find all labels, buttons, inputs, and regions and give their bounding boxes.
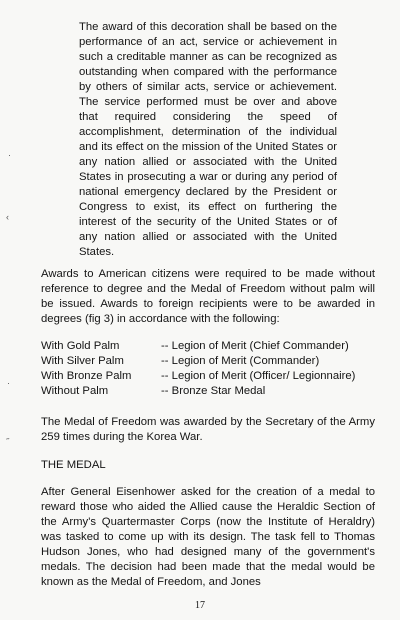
palm-award: -- Legion of Merit (Commander) — [161, 355, 320, 367]
margin-mark: · — [8, 150, 11, 160]
margin-mark: ‹ — [6, 212, 9, 222]
margin-mark: · — [7, 378, 10, 388]
list-item — [41, 384, 375, 399]
palm-award: -- Bronze Star Medal — [161, 385, 266, 397]
palm-grade-list — [41, 339, 375, 399]
paragraph-korea: The Medal of Freedom was awarded by the Secretary of the Army 259 times during the Korea War. — [41, 416, 375, 443]
palm-grade: With Bronze Palm — [41, 370, 132, 382]
palm-award: -- Legion of Merit (Chief Commander) — [161, 340, 349, 352]
palm-award: -- Legion of Merit (Officer/ Legionnaire) — [161, 370, 356, 382]
list-item — [41, 339, 375, 354]
list-item — [41, 369, 375, 384]
block-quote: The award of this decoration shall be based on the performance of an act, service or achievement in such a creditable manner as can be recognized as outstanding when compared with the performance by others of similar acts, service or achievement. The service performed must be over and above that required considering the speed of accomplishment, determination of the individual and its effect on the mission of the United States or any nation allied or associated with the United States in prosecuting a war or during any period of national emergency declared by the President or Congress to exist, its effect on furthering the interest of the security of the United States or of any nation allied or associated with the United States. — [79, 21, 337, 258]
margin-mark: ˝ — [6, 437, 9, 447]
palm-grade: With Silver Palm — [41, 355, 124, 367]
palm-grade: With Gold Palm — [41, 340, 120, 352]
section-heading: THE MEDAL — [41, 459, 106, 471]
palm-grade: Without Palm — [41, 385, 109, 397]
page-number: 17 — [195, 600, 205, 611]
paragraph-medal: After General Eisenhower asked for the creation of a medal to reward those who aided the Allied cause the Heraldic Section of the Army's Quartermaster Corps (now the Institute of Heraldry) was tasked to come up with its design. The task fell to Thomas Hudson Jones, who had designed many of the government's medals. The decision had been made that the medal would be known as the Medal of Freedom, and Jones — [41, 486, 375, 588]
paragraph-awards: Awards to American citizens were required to be made without reference to degree and the Medal of Freedom without palm will be issued. Awards to foreign recipients were to be awarded in degrees (fig 3) in accordance with the following: — [41, 268, 375, 325]
list-item — [41, 354, 375, 369]
